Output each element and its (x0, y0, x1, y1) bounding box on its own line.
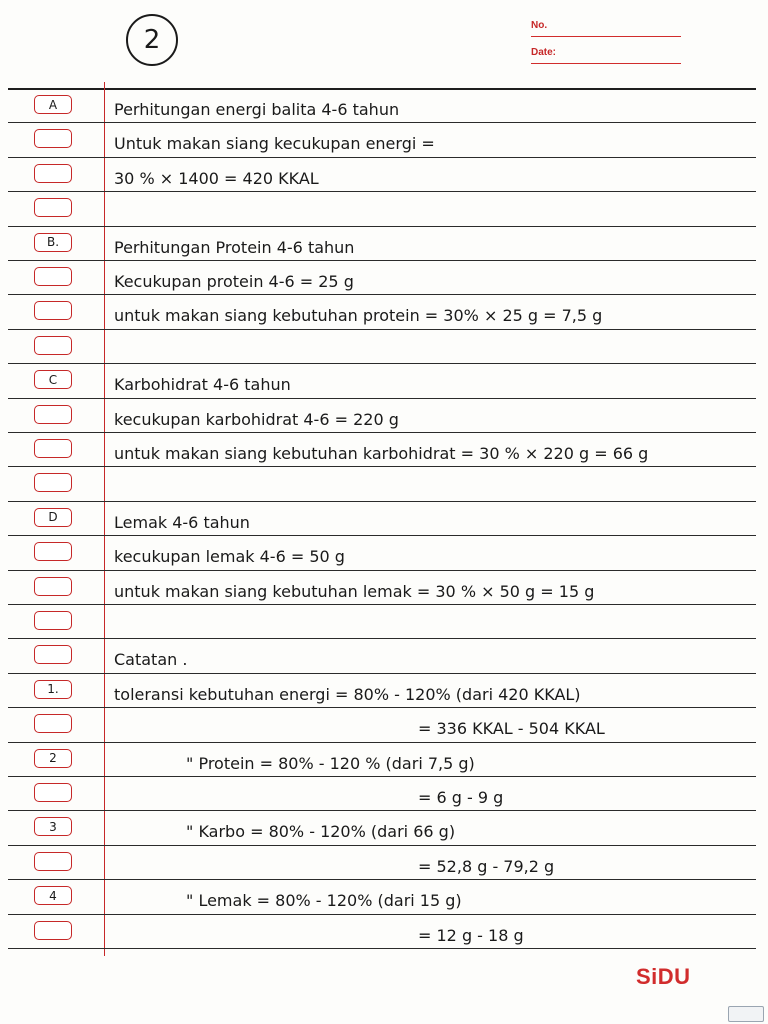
line-text: Kecukupan protein 4-6 = 25 g (114, 272, 354, 291)
line-text: Lemak 4-6 tahun (114, 512, 250, 532)
line-text: untuk makan siang kebutuhan lemak = 30 % × 50 g = 15 g (114, 581, 595, 601)
line-box (34, 645, 72, 664)
line-text: 30 % × 1400 = 420 KKAL (114, 168, 319, 188)
scanner-watermark (728, 1006, 764, 1022)
line-box (34, 542, 72, 561)
rule-line (8, 466, 756, 467)
line-box (34, 267, 72, 286)
line-box (34, 783, 72, 802)
line-box: D (34, 508, 72, 527)
rule-line (8, 776, 756, 777)
line-text: toleransi kebutuhan energi = 80% - 120% (dari 420 KKAL) (114, 684, 581, 704)
line-box: A (34, 95, 72, 114)
line-box: B. (34, 233, 72, 252)
no-field (531, 20, 681, 37)
line-box (34, 336, 72, 355)
line-text: Catatan . (114, 650, 188, 670)
brand-logo: SiDU (636, 964, 691, 989)
line-box (34, 164, 72, 183)
line-text: = 52,8 g - 79,2 g (418, 856, 555, 876)
rule-line (8, 914, 756, 915)
line-text: Perhitungan Protein 4-6 tahun (114, 237, 355, 257)
rule-line (8, 191, 756, 192)
line-box: C (34, 370, 72, 389)
line-text: Untuk makan siang kecukupan energi = (114, 134, 435, 154)
line-text: = 12 g - 18 g (418, 925, 524, 945)
line-box: 2 (34, 749, 72, 768)
line-box (34, 921, 72, 940)
page-number-circle (126, 14, 178, 66)
date-field (531, 47, 681, 64)
line-text: = 6 g - 9 g (418, 788, 504, 807)
line-box (34, 577, 72, 596)
no-label: No. (531, 20, 548, 31)
line-text: " Protein = 80% - 120 % (dari 7,5 g) (186, 753, 475, 773)
line-box: 1. (34, 680, 72, 699)
line-box (34, 439, 72, 458)
line-box (34, 301, 72, 320)
line-text: kecukupan lemak 4-6 = 50 g (114, 547, 345, 567)
line-text: untuk makan siang kebutuhan protein = 30% × 25 g = 7,5 g (114, 306, 603, 326)
page-number: 2 (143, 25, 161, 55)
rule-line (8, 845, 756, 846)
line-box (34, 714, 72, 733)
line-text: " Karbo = 80% - 120% (dari 66 g) (186, 822, 456, 842)
line-text: Perhitungan energi balita 4-6 tahun (114, 100, 400, 119)
rule-line (8, 329, 756, 330)
line-text: " Lemak = 80% - 120% (dari 15 g) (186, 891, 462, 911)
date-label: Date: (531, 47, 557, 58)
line-box: 4 (34, 886, 72, 905)
rule-line (8, 707, 756, 708)
line-box (34, 198, 72, 217)
line-box (34, 611, 72, 630)
line-text: kecukupan karbohidrat 4-6 = 220 g (114, 409, 399, 429)
line-box: 3 (34, 817, 72, 836)
rule-line (8, 948, 756, 949)
line-box (34, 129, 72, 148)
line-box (34, 852, 72, 871)
line-text: Karbohidrat 4-6 tahun (114, 375, 291, 395)
rule-line (8, 604, 756, 605)
line-box (34, 405, 72, 424)
margin-line (104, 82, 105, 956)
line-box (34, 473, 72, 492)
line-text: untuk makan siang kebutuhan karbohidrat = 30 % × 220 g = 66 g (114, 444, 649, 463)
line-text: = 336 KKAL - 504 KKAL (418, 719, 605, 739)
